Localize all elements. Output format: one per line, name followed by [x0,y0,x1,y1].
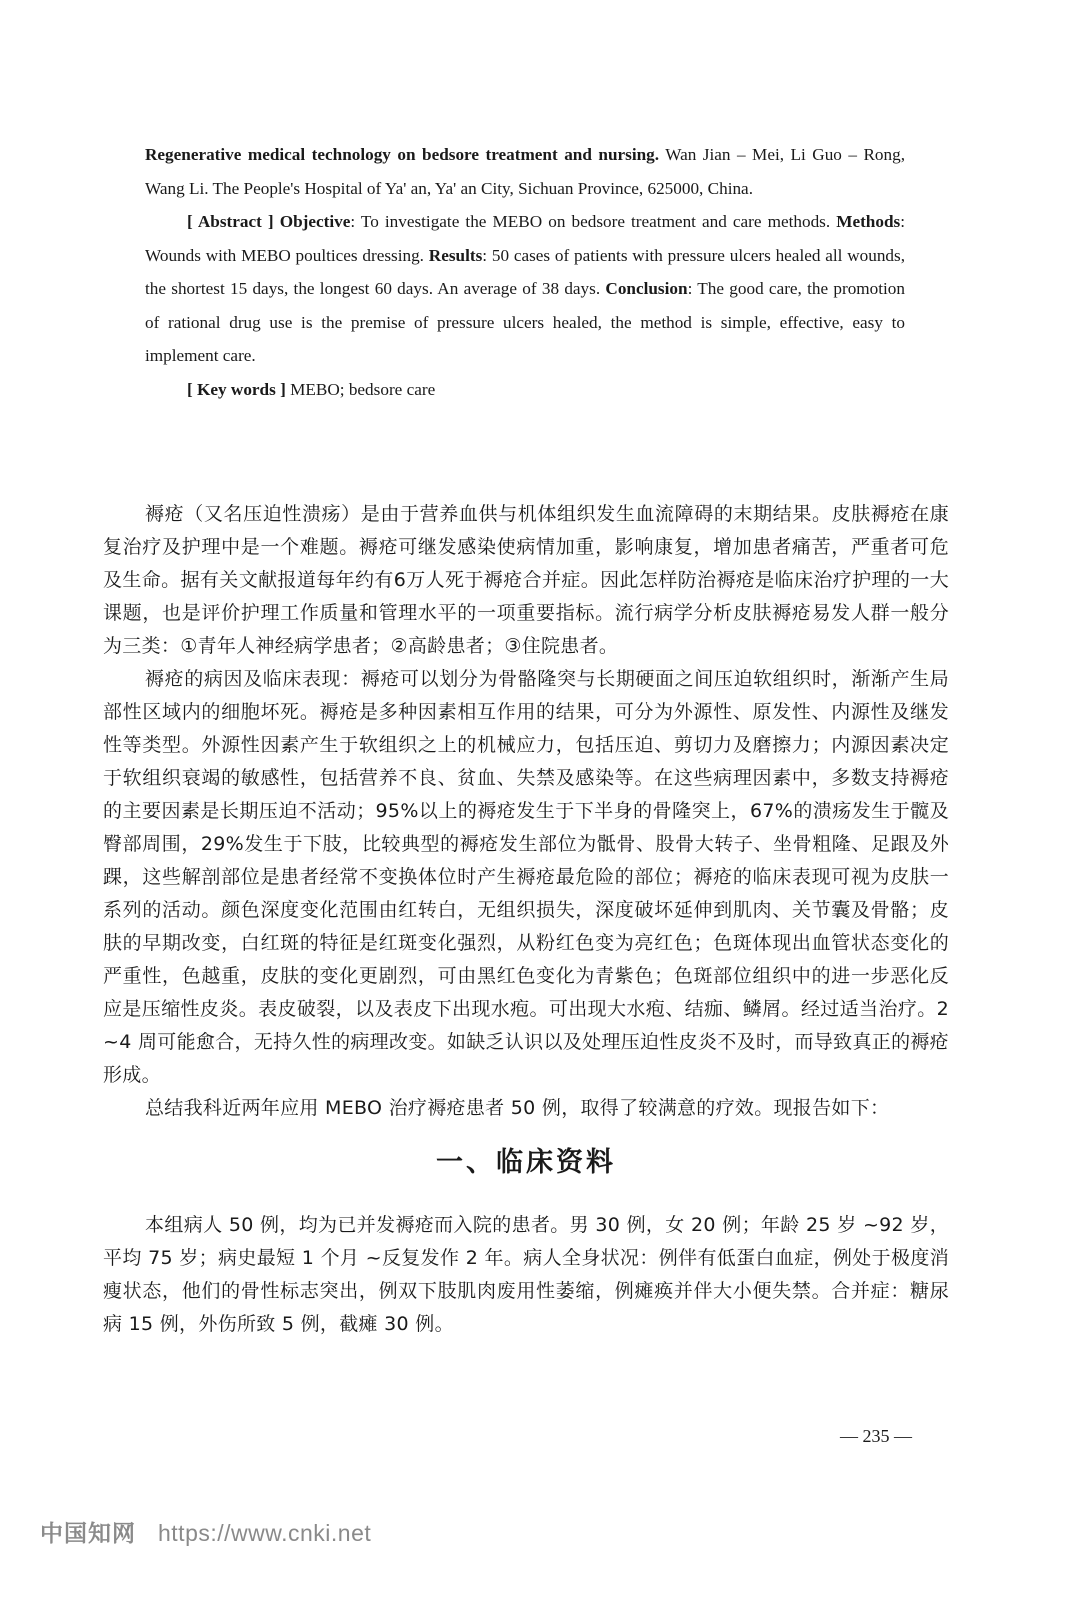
english-abstract [145,138,905,406]
cnki-logo: 中国知网 [40,1521,136,1547]
chinese-body [103,498,949,1341]
objective-text: : To investigate the MEBO on bedsore treatment and care methods. [350,212,837,231]
cnki-url[interactable]: https://www.cnki.net [158,1520,372,1546]
conclusion-text: : The good care, the promotion of rational drug use is the premise of pressure ulcers healed, the method is simple, effective, easy to implement care. [145,279,905,365]
body-paragraph-3: 总结我科近两年应用 MEBO 治疗褥疮患者 50 例，取得了较满意的疗效。现报告如下： [145,1097,890,1119]
abstract-paragraph [145,205,905,373]
conclusion-label: Conclusion [605,279,688,298]
body-paragraph-1: 褥疮（又名压迫性溃疡）是由于营养血供与机体组织发生血流障碍的末期结果。皮肤褥疮在康复治疗及护理中是一个难题。褥疮可继发感染使病情加重，影响康复，增加患者痛苦，严重者可危及生命。据有关文献报道每年约有6万人死于褥疮合并症。因此怎样防治褥疮是临床治疗护理的一大课题，也是评价护理工作质量和管理水平的一项重要指标。流行病学分析皮肤褥疮易发人群一般分为三类：①青年人神经病学患者；②高龄患者；③住院患者。 [103,503,949,657]
results-text: : 50 cases of patients with pressure ulcers healed all wounds, the shortest 15 days, the longest 60 days. An average of 38 days. [145,245,906,298]
keywords-text: MEBO; bedsore care [285,379,436,399]
english-title-line [145,138,905,205]
objective-label: Objective [279,212,351,231]
section-title: 一、临床资料 [436,1147,616,1178]
keywords-label: [ Key words ] [187,379,286,399]
body-paragraph-2: 褥疮的病因及临床表现：褥疮可以划分为骨骼隆突与长期硬面之间压迫软组织时，渐渐产生局部性区域内的细胞坏死。褥疮是多种因素相互作用的结果，可分为外源性、原发性、内源性及继发性等类型。外源性因素产生于软组织之上的机械应力，包括压迫、剪切力及磨擦力；内源因素决定于软组织衰竭的敏感性，包括营养不良、贫血、失禁及感染等。在这些病理因素中，多数支持褥疮的主要因素是长期压迫不活动；95%以上的褥疮发生于下半身的骨隆突上，67%的溃疡发生于髋及臀部周围，29%发生于下肢，比较典型的褥疮发生部位为骶骨、股骨大转子、坐骨粗隆、足跟及外踝，这些解剖部位是患者经常不变换体位时产生褥疮最危险的部位；褥疮的临床表现可视为皮肤一系列的活动。颜色深度变化范围由红转白，无组织损失，深度破坏延伸到肌肉、关节囊及骨骼；皮肤的早期改变，白红斑的特征是红斑变化强烈，从粉红色变为亮红色；色斑体现出血管状态变化的严重性，色越重，皮肤的变化更剧烈，可由黑红色变化为青紫色；色斑部位组织中的进一步恶化反应是压缩性皮炎。表皮破裂，以及表皮下出现水疱。可出现大水疱、结痂、鳞屑。经过适当治疗。2 ~4 周可能愈合，无持久性的病理改变。如缺乏认识以及处理压迫性皮炎不及时，而导致真正的褥疮形成。 [103,668,949,1086]
methods-label: Methods [836,212,901,231]
footer-watermark [40,1515,371,1548]
methods-text: : Wounds with MEBO poultices dressing. [145,212,905,265]
abstract-label: [ Abstract ] [187,212,274,231]
page-number: — 235 — [840,1426,912,1446]
body-paragraph-4: 本组病人 50 例，均为已并发褥疮而入院的患者。男 30 例，女 20 例；年龄 25 岁 ~92 岁，平均 75 岁；病史最短 1 个月 ~反复发作 2 年。病人全身状况：例伴有低蛋白血症，例处于极度消瘦状态，他们的骨性标志突出，例双下肢肌肉废用性萎缩，例瘫痪并伴大小便失禁。合并症：糖尿病 15 例，外伤所致 5 例，截瘫 30 例。 [103,1214,949,1335]
english-title: Regenerative medical technology on bedsore treatment and nursing. [145,145,660,164]
keywords-paragraph [145,373,905,407]
results-label: Results [428,245,483,265]
english-authors: Wan Jian – Mei, Li Guo – Rong, Wang Li. The People's Hospital of Ya' an, Ya' an City, Sichuan Province, 625000, China. [145,145,906,198]
